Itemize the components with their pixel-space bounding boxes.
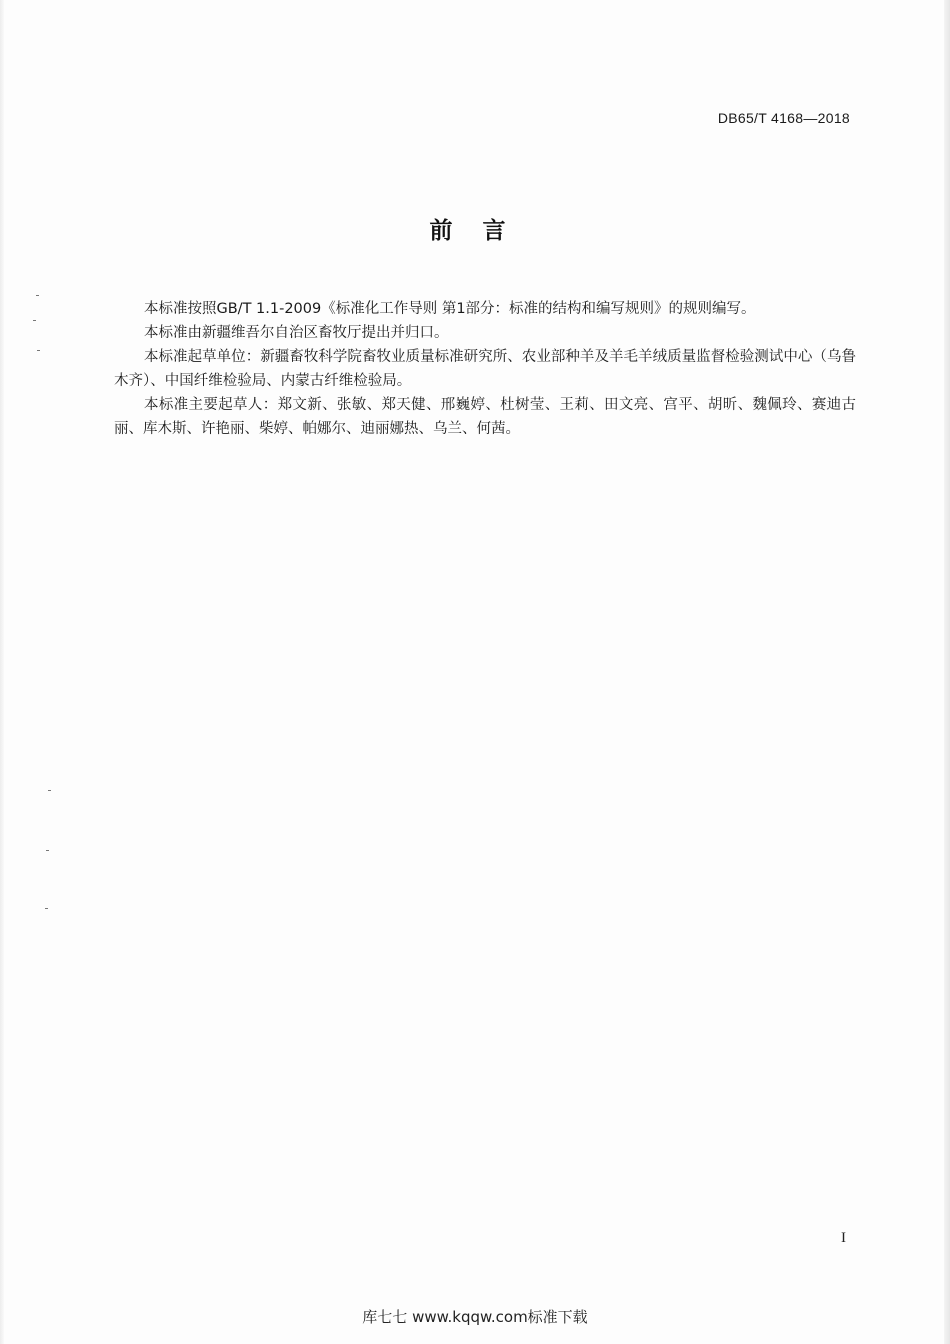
paragraph-drafting-units: 本标准起草单位：新疆畜牧科学院畜牧业质量标准研究所、农业部种羊及羊毛羊绒质量监督检验测试中心（乌鲁木齐）、中国纤维检验局、内蒙古纤维检验局。 [114,349,856,389]
scan-edge-left [0,0,4,1344]
section-title: 前言 [429,218,536,244]
scan-speck [48,790,51,791]
paragraph-drafting-rules: 本标准按照GB/T 1.1-2009《标准化工作导则 第1部分：标准的结构和编写规则》的规则编写。 [144,301,756,317]
page-number: I [841,1230,846,1246]
scan-edge-right [944,0,950,1344]
footer-watermark: 库七七 www.kqqw.com标准下载 [362,1308,588,1326]
scan-speck [37,350,40,351]
scan-speck [33,320,36,321]
scan-speck [45,908,48,909]
document-code: DB65/T 4168—2018 [717,110,850,126]
foreword-body [114,297,856,441]
paragraph-proposer: 本标准由新疆维吾尔自治区畜牧厅提出并归口。 [144,325,449,341]
scan-speck [36,295,39,296]
scan-speck [46,850,49,851]
paragraph-drafters: 本标准主要起草人：郑文新、张敏、郑天健、邢巍婷、杜树莹、王莉、田文亮、宫平、胡昕、魏佩玲、赛迪古丽、库木斯、许艳丽、柴婷、帕娜尔、迪丽娜热、乌兰、何茜。 [114,397,856,437]
